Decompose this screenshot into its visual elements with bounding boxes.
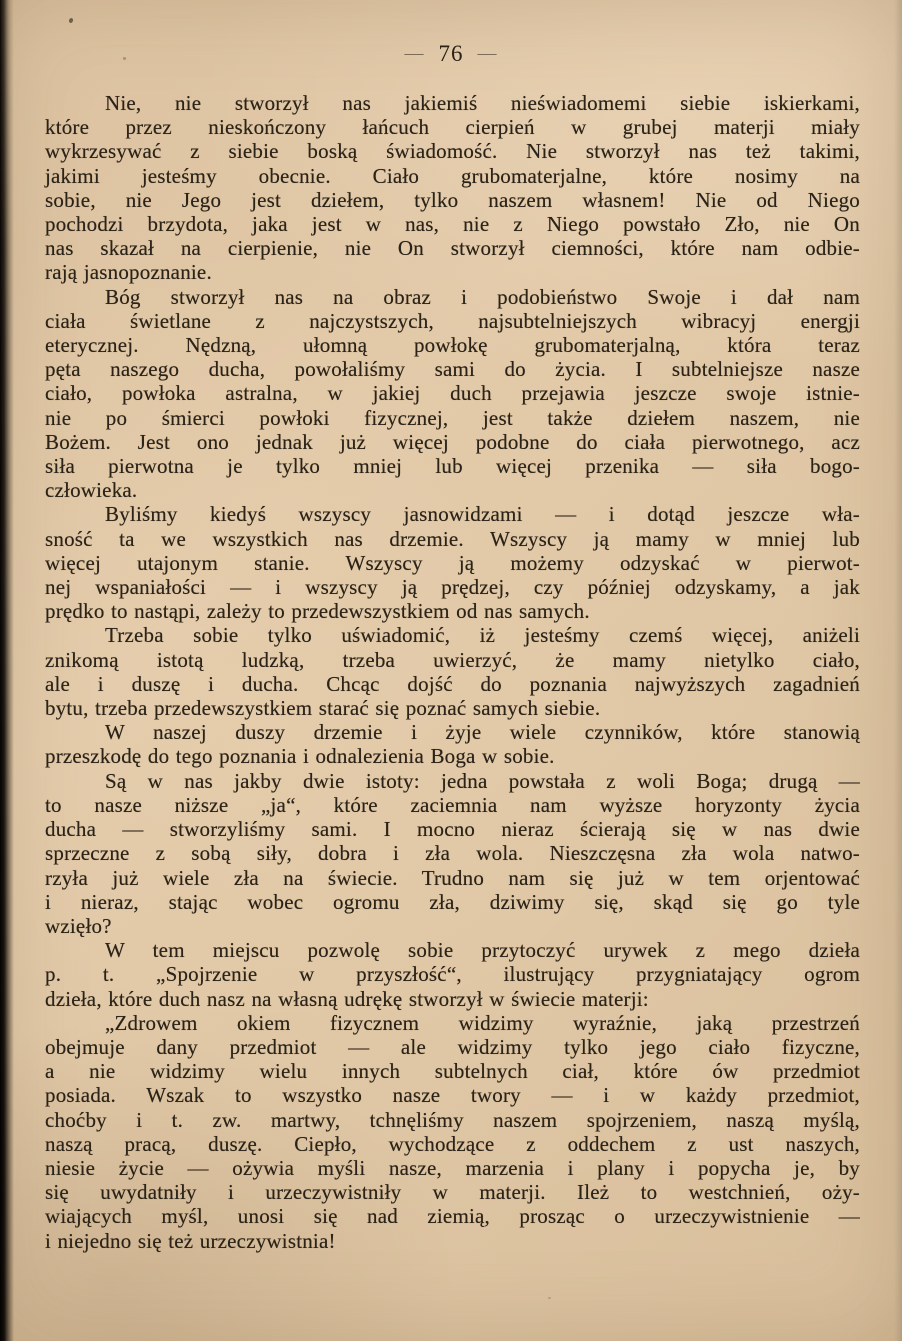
text-line: znikomą istotą ludzką, trzeba uwierzyć, że mamy nietylko ciało, [45, 647, 860, 672]
text-line: nas skazał na cierpienie, nie On stworzył ciemności, które nam odbie- [45, 236, 860, 261]
text-line: niesie życie — ożywia myśli nasze, marzenia i plany i popycha je, by [45, 1155, 860, 1180]
text-line: sność ta we wszystkich nas drzemie. Wszyscy ją mamy w mniej lub [45, 526, 860, 551]
paragraph [45, 1011, 860, 1253]
text-line: Byliśmy kiedyś wszyscy jasnowidzami — i dotąd jeszcze wła- [105, 502, 860, 527]
text-line: siła pierwotna je tylko mniej lub więcej przenika — siła bogo- [45, 454, 860, 479]
text-line: sobie, nie Jego jest dziełem, tylko naszem własnem! Nie od Niego [45, 187, 860, 212]
text-line: W tem miejscu pozwolę sobie przytoczyć urywek z mego dzieła [105, 938, 860, 963]
text-line: wiających myśl, unosi się nad ziemią, prosząc o urzeczywistnienie — [45, 1204, 860, 1229]
page-number: 76 [438, 41, 464, 66]
text-line: eterycznej. Nędzną, ułomną powłokę grubomaterjalną, która teraz [45, 333, 860, 358]
text-line: sprzeczne z sobą siły, dobra i zła wola. Nieszczęsna zła wola natwo- [45, 841, 860, 866]
paragraph [45, 938, 860, 1011]
text-line: ciała świetlane z najczystszych, najsubtelniejszych wibracyj energji [45, 308, 860, 333]
text-block [45, 91, 860, 1253]
header-dash-right: — [477, 43, 498, 64]
ink-speck [548, 1297, 551, 1299]
scan-edge-shadow-right [894, 0, 902, 1341]
text-line: więcej utajonym stanie. Wszyscy ją możemy odzyskać w pierwot- [45, 550, 860, 575]
paragraph [45, 623, 860, 720]
text-line: nej wspaniałości — i wszyscy ją prędzej, czy później odzyskamy, a jak [45, 575, 860, 600]
text-line: i niejedno się też urzeczywistnia! [45, 1228, 336, 1253]
paragraph [45, 502, 860, 623]
text-line: p. t. „Spojrzenie w przyszłość“, ilustrujący przygniatający ogrom [45, 962, 860, 987]
text-line: bytu, trzeba przedewszystkiem starać się poznać samych siebie. [45, 696, 601, 721]
text-line: a nie widzimy wielu innych subtelnych ciał, które ów przedmiot [45, 1059, 860, 1084]
header-dash-left: — [404, 43, 425, 64]
text-line: naszą pracą, duszę. Ciepło, wychodzące z oddechem z ust naszych, [45, 1131, 860, 1156]
text-line: W naszej duszy drzemie i żyje wiele czynników, które stanowią [105, 720, 860, 745]
text-line: to nasze niższe „ja“, które zaciemnia nam wyższe horyzonty życia [45, 792, 860, 817]
text-line: Bóg stworzył nas na obraz i podobieństwo Swoje i dał nam [105, 284, 860, 309]
page-header [0, 41, 902, 67]
text-line: które przez nieskończony łańcuch cierpień w grubej materji miały [45, 115, 860, 140]
paragraph [45, 285, 860, 503]
text-line: pochodzi brzydota, jaka jest w nas, nie z Niego powstało Zło, nie On [45, 212, 860, 237]
text-line: jakimi jesteśmy obecnie. Ciało grubomaterjalne, które nosimy na [45, 163, 860, 188]
text-line: Nie, nie stworzył nas jakiemiś nieświadomemi siebie iskierkami, [105, 91, 860, 115]
text-line: Bożem. Jest ono jednak już więcej podobne do ciała pierwotnego, acz [45, 429, 860, 454]
text-line: Są w nas jakby dwie istoty: jedna powstała z woli Boga; drugą — [105, 768, 860, 793]
paragraph [45, 720, 860, 768]
text-line: i nieraz, stając wobec ogromu zła, dziwimy się, skąd się go tyle [45, 889, 860, 914]
text-line: ciało, powłoka astralna, w jakiej duch przejawia jeszcze swoje istnie- [45, 381, 860, 406]
text-line: człowieka. [45, 478, 138, 503]
text-line: wzięło? [45, 913, 112, 938]
text-line: choćby i t. zw. martwy, tchnęliśmy naszem spojrzeniem, naszą myślą, [45, 1107, 860, 1132]
text-line: rają jasnopoznanie. [45, 260, 212, 285]
text-line: posiada. Wszak to wszystko nasze twory — i w każdy przedmiot, [45, 1083, 860, 1108]
text-line: się uwydatniły i urzeczywistniły w materji. Ileż to westchnień, oży- [45, 1180, 860, 1205]
scan-edge-shadow-left [0, 0, 14, 1341]
text-line: ale i duszę i ducha. Chcąc dojść do poznania najwyższych zagadnień [45, 671, 860, 696]
text-line: „Zdrowem okiem fizycznem widzimy wyraźnie, jaką przestrzeń [105, 1010, 860, 1035]
text-line: rzyła już wiele zła na świecie. Trudno nam się już w tem orjentować [45, 865, 860, 890]
text-line: ducha — stworzyliśmy sami. I mocno nieraz ścierają się w nas dwie [45, 817, 860, 842]
text-line: obejmuje dany przedmiot — ale widzimy tylko jego ciało fizyczne, [45, 1034, 860, 1059]
ink-speck [68, 17, 73, 23]
text-line: nie po śmierci powłoki fizycznej, jest także dziełem naszem, nie [45, 405, 860, 430]
text-line: przeszkodę do tego poznania i odnalezienia Boga w sobie. [45, 744, 555, 769]
text-line: dzieła, które duch nasz na własną udrękę stworzył w świecie materji: [45, 986, 649, 1011]
paragraph [45, 769, 860, 938]
text-line: pęta naszego ducha, powołaliśmy sami do życia. I subtelniejsze nasze [45, 357, 860, 382]
text-line: prędko to nastąpi, zależy to przedewszystkiem od nas samych. [45, 599, 590, 624]
text-line: wykrzesywać z siebie boską świadomość. Nie stworzył nas też takimi, [45, 139, 860, 164]
paragraph [45, 91, 860, 285]
text-line: Trzeba sobie tylko uświadomić, iż jesteśmy czemś więcej, aniżeli [105, 623, 860, 648]
